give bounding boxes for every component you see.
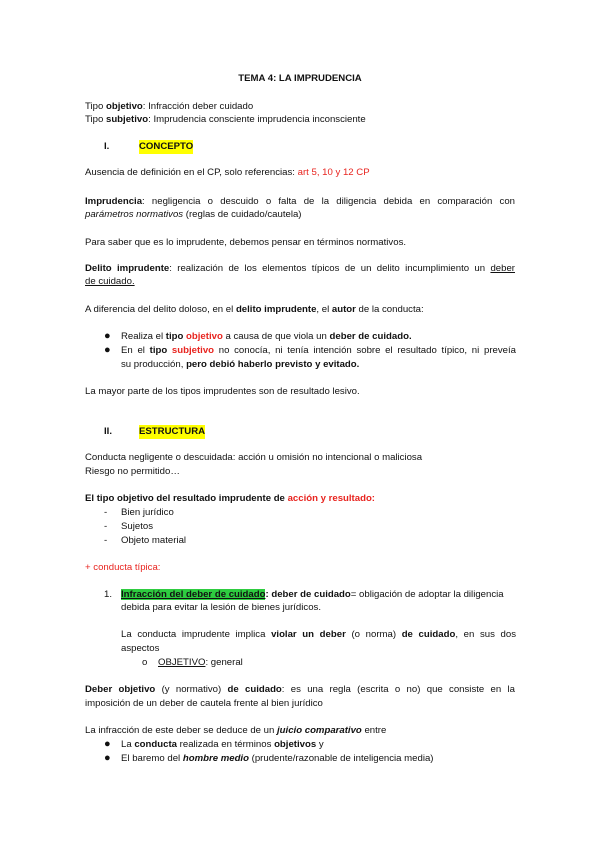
dash-item: Bien jurídico (121, 507, 174, 518)
item-1-line2: debida para evitar la lesión de bienes jurídicos. (121, 602, 321, 613)
section-2-numeral: II. (104, 426, 112, 437)
bullet-4-line: El baremo del hombre medio (prudente/razonable de inteligencia media) (121, 753, 434, 764)
bullet-2-line2: su producción, pero debió haberlo previsto y evitado. (121, 359, 360, 370)
dash-marker: - (104, 535, 108, 546)
sub-bullet-marker: o (142, 657, 148, 668)
item-1-line1: Infracción del deber de cuidado: deber de cuidado= obligación de adoptar la diligencia (121, 589, 504, 600)
bullet-icon: ● (104, 752, 111, 764)
infraccion-line: La infracción de este deber se deduce de un juicio comparativo entre (85, 725, 387, 736)
imprudencia-def-line1: Imprudencia: negligencia o descuido o falta de la diligencia debida en comparación con (85, 196, 515, 207)
dash-item: Objeto material (121, 535, 187, 546)
bullet-icon: ● (104, 344, 111, 356)
delito-imprudente-line1: Delito imprudente: realización de los elementos típicos de un delito incumplimiento un deber (85, 263, 515, 274)
imprudencia-def-line2: parámetros normativos (reglas de cuidado/cautela) (85, 209, 302, 220)
section-1-numeral: I. (104, 141, 110, 152)
tipo-subjetivo-line: Tipo subjetivo: Imprudencia consciente imprudencia inconsciente (85, 114, 366, 125)
dash-item: Sujetos (121, 521, 153, 532)
bullet-3-line: La conducta realizada en términos objetivos y (121, 739, 324, 750)
dash-marker: - (104, 521, 108, 532)
objetivo-general-line: OBJETIVO: general (158, 657, 243, 668)
conducta-tipica-line: + conducta típica: (85, 562, 161, 573)
conducta-negligente-line: Conducta negligente o descuidada: acción u omisión no intencional o maliciosa (85, 452, 423, 463)
deber-objetivo-line1: Deber objetivo (y normativo) de cuidado: es una regla (escrita o no) que consiste en la (85, 684, 515, 695)
aspectos-line: aspectos (121, 643, 160, 654)
deber-objetivo-line2: imposición de un deber de cautela frente al bien jurídico (85, 698, 323, 709)
mayor-parte-line: La mayor parte de los tipos imprudentes son de resultado lesivo. (85, 386, 360, 397)
section-2-heading: ESTRUCTURA (139, 426, 206, 437)
page-title: TEMA 4: LA IMPRUDENCIA (238, 73, 362, 84)
item-1-number: 1. (104, 589, 113, 600)
bullet-icon: ● (104, 330, 111, 342)
diferencia-line: A diferencia del delito doloso, en el delito imprudente, el autor de la conducta: (85, 304, 424, 315)
dash-marker: - (104, 507, 108, 518)
bullet-2-line1: En el tipo subjetivo no conocía, ni tenía intención sobre el resultado típico, ni preveía (121, 345, 516, 356)
tipo-objetivo-line: Tipo objetivo: Infracción deber cuidado (85, 101, 254, 112)
section-1-heading: CONCEPTO (139, 141, 194, 152)
bullet-icon: ● (104, 738, 111, 750)
bullet-1-line: Realiza el tipo objetivo a causa de que viola un deber de cuidado. (121, 331, 412, 342)
riesgo-line: Riesgo no permitido… (85, 466, 180, 477)
delito-imprudente-line2: de cuidado. (85, 276, 135, 287)
conducta-imprudente-line1: La conducta imprudente implica violar un deber (o norma) de cuidado, en sus dos (121, 629, 516, 640)
para-saber-line: Para saber que es lo imprudente, debemos pensar en términos normativos. (85, 237, 407, 248)
tipo-objetivo-resultado-line: El tipo objetivo del resultado imprudente de acción y resultado: (85, 493, 375, 504)
ausencia-line: Ausencia de definición en el CP, solo referencias: art 5, 10 y 12 CP (85, 167, 370, 178)
